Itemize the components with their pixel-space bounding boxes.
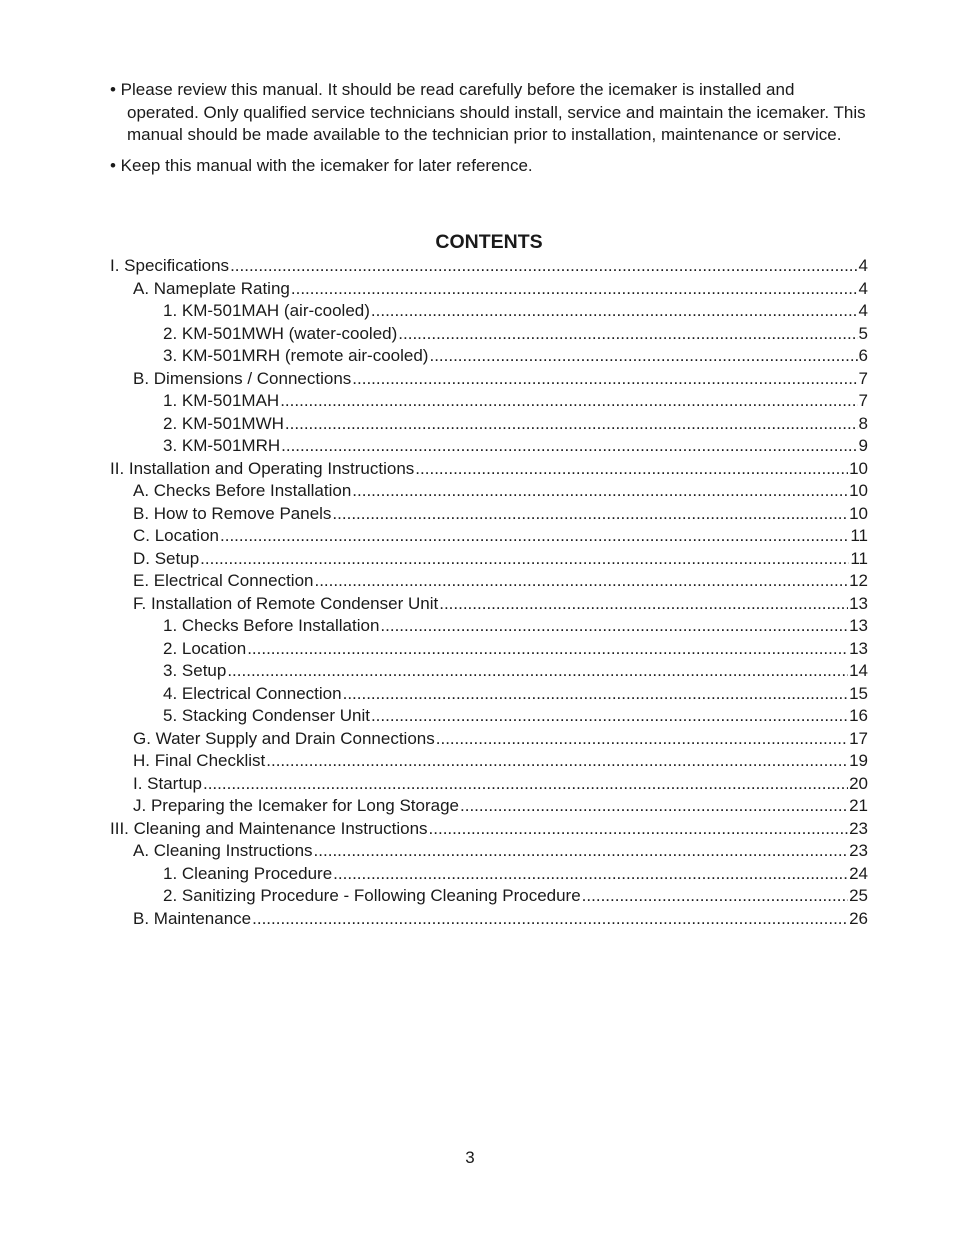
toc-entry-label: III. Cleaning and Maintenance Instructions (110, 818, 428, 838)
toc-entry-label: D. Setup (133, 548, 200, 568)
toc-entry[interactable] (110, 323, 868, 346)
toc-entry[interactable] (110, 750, 868, 773)
intro-bullet-keep: • Keep this manual with the icemaker for later reference. (110, 155, 533, 175)
toc-entry-label: 3. KM-501MRH (remote air-cooled) (163, 346, 429, 365)
toc-entry-label: 2. Location (163, 638, 247, 658)
toc-entry-page: 10 (849, 458, 868, 478)
toc-entry-page: 24 (849, 863, 868, 883)
toc-entry-label: B. Maintenance (133, 908, 252, 928)
toc-dot-leader (280, 390, 857, 413)
toc-dot-leader (247, 638, 848, 661)
toc-entry[interactable] (110, 278, 868, 301)
toc-entry-page: 4 (858, 256, 868, 275)
toc-dot-leader (333, 863, 848, 886)
toc-entry-label: J. Preparing the Icemaker for Long Storage (133, 796, 460, 815)
toc-entry-page: 12 (849, 571, 868, 590)
toc-entry-label: 5. Stacking Condenser Unit (163, 706, 370, 725)
toc-dot-leader (380, 615, 848, 638)
toc-entry-label: 2. KM-501MWH (water-cooled) (163, 323, 398, 343)
toc-entry[interactable] (110, 390, 868, 413)
toc-entry[interactable] (110, 300, 868, 323)
toc-entry[interactable] (110, 615, 868, 638)
toc-dot-leader (439, 593, 848, 616)
toc-dot-leader (266, 750, 848, 773)
toc-entry[interactable] (110, 818, 868, 841)
toc-dot-leader (314, 570, 848, 593)
toc-dot-leader (252, 908, 848, 931)
toc-dot-leader (429, 818, 849, 841)
toc-entry-page: 16 (849, 706, 868, 725)
toc-entry-page: 7 (858, 391, 868, 410)
toc-entry-label: 2. Sanitizing Procedure - Following Cleaning Procedure (163, 886, 581, 905)
toc-entry-page: 7 (858, 368, 868, 388)
toc-entry-label: A. Nameplate Rating (133, 278, 290, 298)
toc-entry-page: 20 (849, 773, 868, 793)
toc-dot-leader (582, 885, 848, 908)
toc-entry[interactable] (110, 435, 868, 458)
toc-entry-page: 19 (849, 751, 868, 770)
toc-dot-leader (398, 323, 857, 346)
toc-entry-label: 3. Setup (163, 661, 227, 680)
toc-entry[interactable] (110, 413, 868, 436)
toc-entry-label: B. How to Remove Panels (133, 503, 332, 523)
toc-entry-label: A. Checks Before Installation (133, 481, 352, 500)
toc-dot-leader (200, 548, 849, 571)
toc-entry[interactable] (110, 795, 868, 818)
toc-entry-page: 9 (858, 436, 868, 455)
toc-dot-leader (436, 728, 848, 751)
toc-entry-label: 1. Cleaning Procedure (163, 863, 333, 883)
toc-entry[interactable] (110, 548, 868, 571)
toc-dot-leader (203, 773, 848, 796)
intro-bullet-review: • Please review this manual. It should be read carefully before the icemaker is installed and operated. Only qualified service technicians should install, service and maintain the icemaker. This manual should be made available to the technician prior to installation, maintenance or service. (110, 80, 866, 144)
toc-entry[interactable] (110, 525, 868, 548)
toc-dot-leader (343, 683, 848, 706)
page-number: 3 (465, 1148, 475, 1167)
toc-entry[interactable] (110, 593, 868, 616)
toc-entry-page: 17 (849, 728, 868, 748)
toc-dot-leader (371, 705, 848, 728)
toc-dot-leader (314, 840, 849, 863)
toc-entry-label: I. Startup (133, 773, 202, 793)
toc-entry-page: 13 (849, 593, 868, 613)
toc-dot-leader (460, 795, 848, 818)
toc-entry-page: 11 (850, 526, 868, 545)
toc-entry-label: 1. Checks Before Installation (163, 616, 380, 635)
toc-entry-page: 10 (849, 503, 868, 523)
toc-entry-label: I. Specifications (110, 256, 230, 275)
toc-dot-leader (352, 480, 848, 503)
toc-entry[interactable] (110, 840, 868, 863)
toc-entry-label: 4. Electrical Connection (163, 683, 342, 703)
toc-entry[interactable] (110, 458, 868, 481)
toc-entry[interactable] (110, 705, 868, 728)
toc-entry-label: C. Location (133, 526, 219, 545)
toc-entry-page: 10 (849, 481, 868, 500)
toc-entry-page: 23 (849, 818, 868, 838)
toc-entry[interactable] (110, 503, 868, 526)
toc-entry[interactable] (110, 885, 868, 908)
toc-entry[interactable] (110, 638, 868, 661)
intro-notes (110, 79, 870, 177)
toc-dot-leader (291, 278, 858, 301)
toc-dot-leader (429, 345, 857, 368)
table-of-contents (110, 255, 868, 930)
toc-entry-page: 6 (858, 346, 868, 365)
toc-entry[interactable] (110, 368, 868, 391)
toc-entry-label: 1. KM-501MAH (air-cooled) (163, 301, 370, 320)
toc-entry-page: 21 (849, 796, 868, 815)
toc-dot-leader (415, 458, 848, 481)
toc-entry-label: 2. KM-501MWH (163, 413, 284, 433)
toc-entry[interactable] (110, 683, 868, 706)
toc-entry-label: H. Final Checklist (133, 751, 266, 770)
toc-dot-leader (281, 435, 857, 458)
toc-dot-leader (285, 413, 858, 436)
toc-entry[interactable] (110, 660, 868, 683)
toc-entry[interactable] (110, 255, 868, 278)
toc-dot-leader (227, 660, 848, 683)
toc-entry-page: 8 (858, 413, 868, 433)
toc-entry-label: 3. KM-501MRH (163, 436, 281, 455)
toc-dot-leader (352, 368, 857, 391)
toc-dot-leader (332, 503, 848, 526)
toc-entry-page: 13 (849, 616, 868, 635)
toc-entry-page: 4 (858, 278, 868, 298)
toc-entry-label: 1. KM-501MAH (163, 391, 280, 410)
toc-entry-label: II. Installation and Operating Instructions (110, 458, 415, 478)
toc-entry-label: G. Water Supply and Drain Connections (133, 728, 435, 748)
toc-entry-label: F. Installation of Remote Condenser Unit (133, 593, 439, 613)
toc-entry-label: E. Electrical Connection (133, 571, 314, 590)
toc-entry-page: 26 (849, 908, 868, 928)
toc-entry[interactable] (110, 863, 868, 886)
toc-entry-label: B. Dimensions / Connections (133, 368, 352, 388)
toc-entry[interactable] (110, 773, 868, 796)
toc-entry-page: 5 (858, 323, 868, 343)
contents-heading: CONTENTS (435, 231, 543, 253)
toc-entry-page: 13 (849, 638, 868, 658)
toc-entry-page: 14 (849, 661, 868, 680)
toc-entry-page: 4 (858, 301, 868, 320)
toc-entry-page: 15 (849, 683, 868, 703)
toc-entry-page: 11 (850, 548, 868, 568)
toc-entry[interactable] (110, 345, 868, 368)
toc-entry[interactable] (110, 728, 868, 751)
toc-dot-leader (230, 255, 857, 278)
toc-dot-leader (371, 300, 858, 323)
toc-entry[interactable] (110, 480, 868, 503)
toc-entry-page: 25 (849, 886, 868, 905)
toc-dot-leader (220, 525, 849, 548)
toc-entry-page: 23 (849, 841, 868, 860)
toc-entry[interactable] (110, 908, 868, 931)
toc-entry[interactable] (110, 570, 868, 593)
toc-entry-label: A. Cleaning Instructions (133, 841, 313, 860)
